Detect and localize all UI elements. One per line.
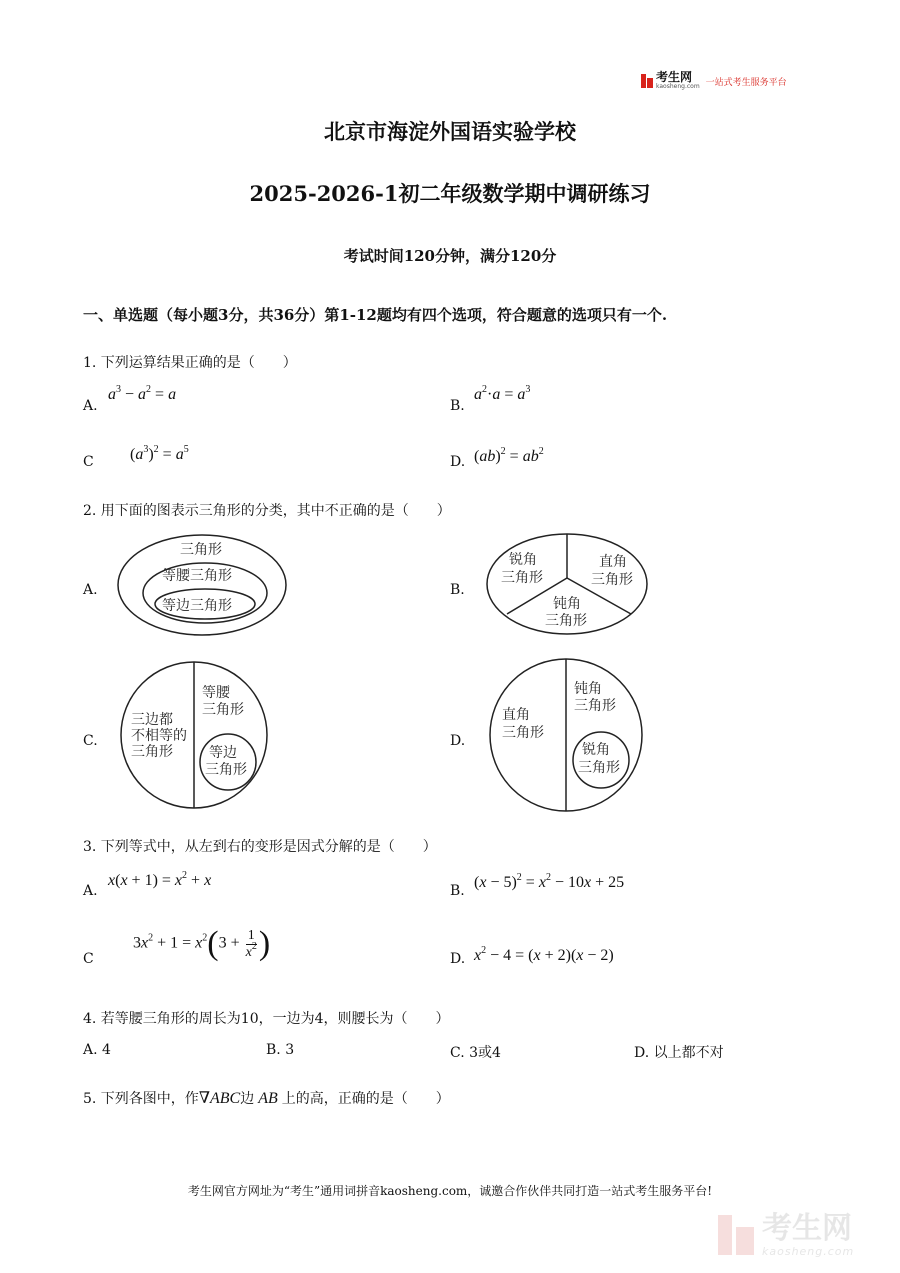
exam-info: 考试时间120分钟，满分120分 [343,247,557,265]
q1-option-a[interactable]: $a^3 - a^2 = a$ [108,384,177,403]
q1-label-d: D. [450,454,466,470]
q2-diagram-a[interactable] [112,530,292,642]
q2-stem: 2. 用下面的图表示三角形的分类，其中不正确的是（ ） [83,503,451,519]
q1-option-c[interactable]: $(a^3)^2 = a^5$ [130,444,189,463]
watermark-name: 考生网 [762,1210,852,1246]
q3-option-b[interactable]: $(x - 5)^2 = x^2 - 10x + 25$ [474,872,625,891]
q2-diagram-c[interactable] [117,660,273,814]
q5-stem-pre: 5. 下列各图中，作 [83,1091,199,1107]
q5-side: AB [258,1090,278,1107]
c-inner-1: 等边 [209,745,237,761]
logo-name: 考生网 [656,70,693,84]
q4-option-d[interactable]: D. 以上都不对 [634,1045,724,1061]
q4-option-b[interactable]: B. 3 [266,1042,295,1058]
q1-label-a: A. [83,398,98,414]
d-left-2: 三角形 [502,725,544,741]
q1-stem: 1. 下列运算结果正确的是（ ） [83,355,297,371]
a-outer-label: 三角形 [180,542,222,558]
q4-option-a[interactable]: A. 4 [83,1042,111,1058]
kaosheng-logo-icon [641,74,653,88]
q5-stem-mid: 边 [240,1091,255,1107]
q1-label-b: B. [450,398,465,414]
d-inner-2: 三角形 [578,760,620,776]
watermark-logo [718,1208,878,1262]
q3-option-c[interactable]: $3x^2 + 1 = x^2(3$ + $\frac{1}{x^2}$ ) [133,925,271,962]
q1-label-c: C [83,454,94,470]
q2-label-d: D. [450,733,466,749]
q2-label-b: B. [450,582,465,598]
q3-label-a: A. [83,883,98,899]
q2-label-a: A. [83,582,98,598]
q1-option-b[interactable]: $a^2\cdot a = a^3$ [474,384,531,403]
d-right-2: 三角形 [574,698,616,714]
watermark-icon [718,1215,754,1255]
a-inner-label: 等边三角形 [162,598,232,614]
q3-label-b: B. [450,883,465,899]
q2-label-c: C. [83,733,98,749]
c-right-1: 等腰 [202,685,230,701]
b-acute-2: 三角形 [501,570,543,586]
q4-option-c[interactable]: C. 3或4 [450,1045,501,1061]
q5-triangle: ∇ABC [198,1090,241,1107]
b-acute-1: 锐角 [509,552,537,568]
b-right-1: 直角 [599,554,627,570]
d-left-1: 直角 [502,707,530,723]
c-right-2: 三角形 [202,702,244,718]
q2-diagram-b[interactable] [483,530,653,638]
page-footer: 考生网官方网址为“考生”通用词拼音kaosheng.com，诚邀合作伙伴共同打造一站式考生服务平台! [187,1184,713,1198]
b-right-2: 三角形 [591,572,633,588]
b-obtuse-1: 钝角 [553,596,581,612]
b-obtuse-2: 三角形 [545,613,587,629]
logo-slogan: 一站式考生服务平台 [705,77,787,88]
d-right-1: 钝角 [574,681,602,697]
q5-stem [83,1088,450,1108]
logo-domain: kaosheng.com [656,83,700,90]
q1-option-d[interactable]: $(ab)^2 = ab^2$ [474,446,544,465]
q2-diagram-d[interactable] [486,655,646,815]
section-heading: 一、单选题（每小题3分，共36分）第1-12题均有四个选项，符合题意的选项只有一个. [83,306,668,324]
c-left-1: 三边都 [131,712,173,728]
watermark-domain: kaosheng.com [762,1244,855,1258]
q4-stem: 4. 若等腰三角形的周长为10，一边为4，则腰长为（ ） [83,1011,450,1027]
q3-label-c: C [83,951,94,967]
c-left-3: 三角形 [131,744,173,760]
school-title: 北京市海淀外国语实验学校 [324,119,576,144]
c-left-2: 不相等的 [131,728,187,744]
c-inner-2: 三角形 [205,762,247,778]
q3-option-d[interactable]: $x^2 - 4 = (x + 2)(x - 2)$ [474,945,614,964]
q3-option-a[interactable]: $x(x + 1) = x^2 + x$ [108,870,212,889]
kaosheng-logo[interactable] [641,71,787,91]
a-mid-label: 等腰三角形 [162,568,232,584]
d-inner-1: 锐角 [582,742,610,758]
q5-stem-post: 上的高，正确的是（ ） [281,1091,450,1107]
q3-label-d: D. [450,951,466,967]
exam-title: 2025-2026-1初二年级数学期中调研练习 [249,181,651,206]
q3-stem: 3. 下列等式中，从左到右的变形是因式分解的是（ ） [83,839,437,855]
